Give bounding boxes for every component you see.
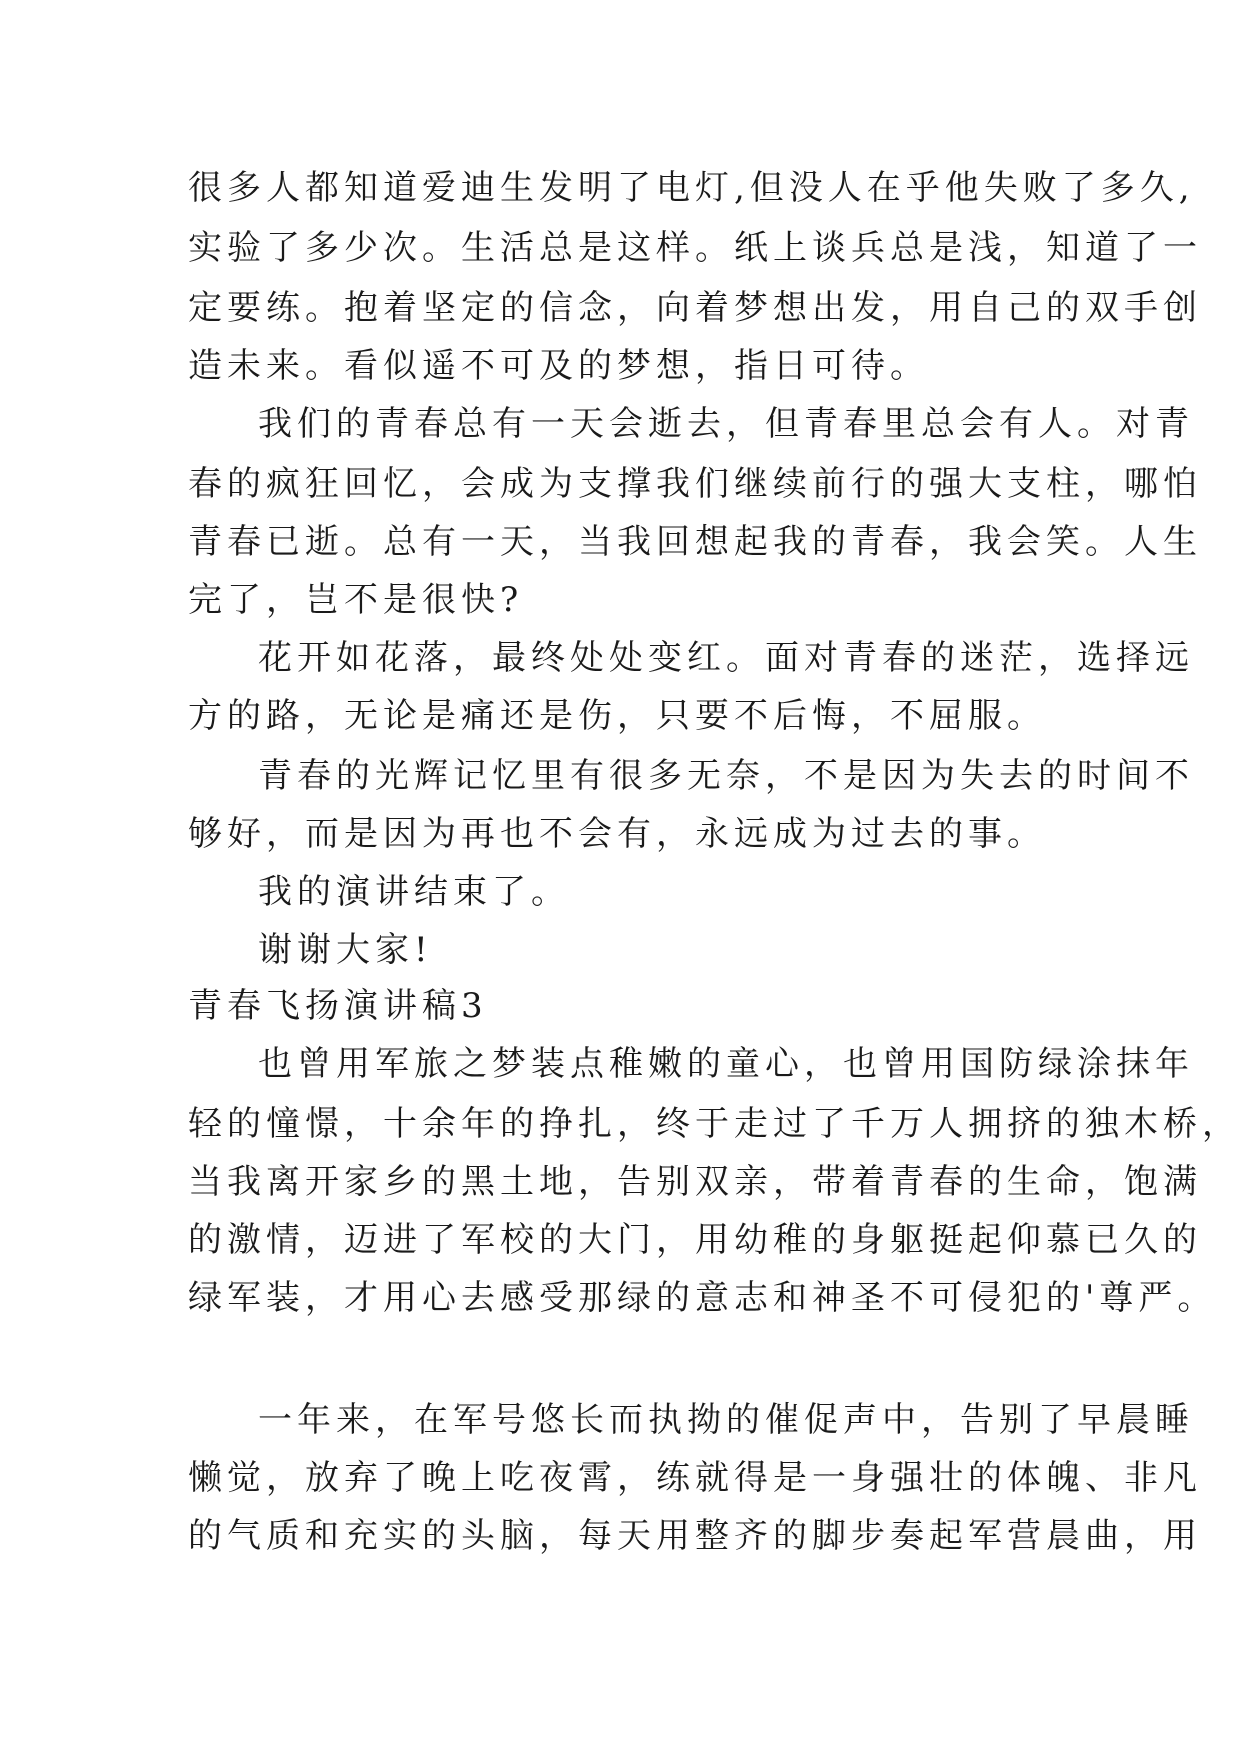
text-line: 造未来。看似遥不可及的梦想，指日可待。 [188, 346, 929, 386]
text-line: 够好，而是因为再也不会有，永远成为过去的事。 [188, 814, 1046, 854]
section-heading: 青春飞扬演讲稿3 [188, 986, 488, 1026]
text-line: 青春已逝。总有一天，当我回想起我的青春，我会笑。人生 [188, 522, 1202, 562]
text-line: 谢谢大家! [258, 930, 433, 970]
text-line: 定要练。抱着坚定的信念，向着梦想出发，用自己的双手创 [188, 288, 1202, 328]
text-line: 一年来，在军号悠长而执拗的催促声中，告别了早晨睡 [258, 1400, 1194, 1440]
text-line: 很多人都知道爱迪生发明了电灯,但没人在乎他失败了多久, [188, 168, 1195, 208]
text-line: 当我离开家乡的黑土地，告别双亲，带着青春的生命，饱满 [188, 1162, 1202, 1202]
text-line: 也曾用军旅之梦装点稚嫩的童心，也曾用国防绿涂抹年 [258, 1044, 1194, 1084]
text-line: 我的演讲结束了。 [258, 872, 570, 912]
text-line: 绿军装，才用心去感受那绿的意志和神圣不可侵犯的'尊严。 [188, 1278, 1217, 1318]
text-line: 实验了多少次。生活总是这样。纸上谈兵总是浅，知道了一 [188, 228, 1202, 268]
text-line: 我们的青春总有一天会逝去，但青春里总会有人。对青 [258, 404, 1194, 444]
text-line: 春的疯狂回忆，会成为支撑我们继续前行的强大支柱，哪怕 [188, 464, 1202, 504]
text-line: 完了，岂不是很快? [188, 580, 524, 620]
text-line: 花开如花落，最终处处变红。面对青春的迷茫，选择远 [258, 638, 1194, 678]
text-line: 懒觉，放弃了晚上吃夜霄，练就得是一身强壮的体魄、非凡 [188, 1458, 1202, 1498]
text-line: 方的路，无论是痛还是伤，只要不后悔，不屈服。 [188, 696, 1046, 736]
text-line: 的气质和充实的头脑，每天用整齐的脚步奏起军营晨曲，用 [188, 1516, 1202, 1556]
text-line: 青春的光辉记忆里有很多无奈，不是因为失去的时间不 [258, 756, 1194, 796]
text-line: 的激情，迈进了军校的大门，用幼稚的身躯挺起仰慕已久的 [188, 1220, 1202, 1260]
text-line: 轻的憧憬，十余年的挣扎，终于走过了千万人拥挤的独木桥， [188, 1104, 1241, 1144]
